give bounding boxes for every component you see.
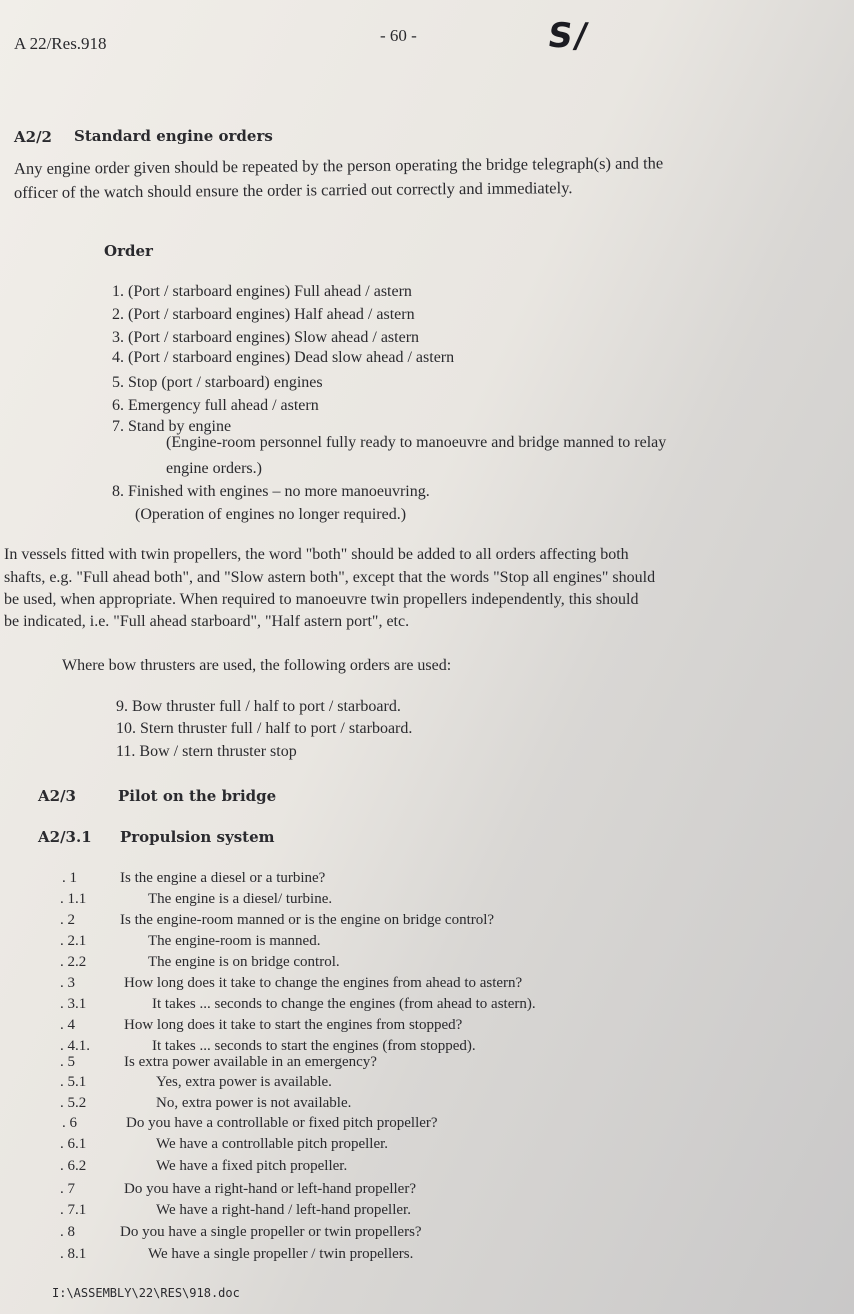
answer-text: We have a single propeller / twin propellers. bbox=[148, 1246, 414, 1262]
order-item: 8. Finished with engines – no more manoeuvring. bbox=[112, 483, 430, 500]
item-number: . 4.1. bbox=[60, 1038, 90, 1054]
order-item: 7. Stand by engine bbox=[112, 418, 232, 435]
order-7-note-line-2: engine orders.) bbox=[166, 460, 262, 477]
page-number: - 60 - bbox=[380, 26, 417, 45]
item-number: . 3 bbox=[60, 975, 75, 991]
item-number: . 6.2 bbox=[60, 1158, 87, 1174]
order-heading: Order bbox=[104, 242, 153, 260]
answer-text: Yes, extra power is available. bbox=[156, 1074, 332, 1090]
question-text: Is the engine a diesel or a turbine? bbox=[120, 870, 326, 886]
twin-paragraph-line: shafts, e.g. "Full ahead both", and "Slow astern both", except that the words "Stop all engines" should bbox=[4, 569, 656, 586]
answer-text: We have a fixed pitch propeller. bbox=[156, 1158, 348, 1174]
section-title-a2-2: Standard engine orders bbox=[74, 127, 273, 145]
answer-text: We have a right-hand / left-hand propeller. bbox=[156, 1202, 411, 1218]
item-number: . 1 bbox=[62, 870, 77, 886]
item-number: . 8.1 bbox=[60, 1246, 87, 1262]
twin-paragraph-line: In vessels fitted with twin propellers, the word "both" should be added to all orders affecting both bbox=[4, 546, 629, 563]
question-text: Is the engine-room manned or is the engine on bridge control? bbox=[120, 912, 495, 928]
item-number: . 6 bbox=[62, 1115, 77, 1131]
item-number: . 3.1 bbox=[60, 996, 87, 1012]
thruster-intro: Where bow thrusters are used, the following orders are used: bbox=[62, 657, 452, 674]
item-number: . 2.1 bbox=[60, 933, 87, 949]
question-text: How long does it take to start the engines from stopped? bbox=[124, 1017, 463, 1033]
answer-text: We have a controllable pitch propeller. bbox=[156, 1136, 389, 1152]
order-item: 5. Stop (port / starboard) engines bbox=[112, 374, 323, 391]
intro-line-2: officer of the watch should ensure the order is carried out correctly and immediately. bbox=[13, 178, 573, 202]
answer-text: It takes ... seconds to change the engines (from ahead to astern). bbox=[152, 996, 536, 1012]
answer-text: No, extra power is not available. bbox=[156, 1095, 352, 1111]
section-title-a2-3-1: Propulsion system bbox=[120, 828, 275, 846]
order-item: 4. (Port / starboard engines) Dead slow ahead / astern bbox=[112, 349, 455, 366]
item-number: . 2 bbox=[60, 912, 75, 928]
twin-paragraph-line: be used, when appropriate. When required to manoeuvre twin propellers independently, this should bbox=[4, 591, 639, 608]
item-number: . 7 bbox=[60, 1181, 75, 1197]
item-number: . 5 bbox=[60, 1054, 75, 1070]
order-item: 2. (Port / starboard engines) Half ahead / astern bbox=[112, 306, 415, 323]
question-text: Do you have a controllable or fixed pitch propeller? bbox=[126, 1115, 438, 1131]
thruster-order: 11. Bow / stern thruster stop bbox=[116, 743, 297, 760]
question-text: Is extra power available in an emergency? bbox=[124, 1054, 377, 1070]
order-item: 6. Emergency full ahead / astern bbox=[112, 397, 319, 414]
handwritten-mark: S/ bbox=[545, 16, 592, 56]
item-number: . 7.1 bbox=[60, 1202, 87, 1218]
thruster-order: 9. Bow thruster full / half to port / starboard. bbox=[116, 698, 401, 715]
item-number: . 1.1 bbox=[60, 891, 87, 907]
question-text: Do you have a single propeller or twin propellers? bbox=[120, 1224, 422, 1240]
question-text: Do you have a right-hand or left-hand propeller? bbox=[124, 1181, 416, 1197]
item-number: . 8 bbox=[60, 1224, 75, 1240]
answer-text: It takes ... seconds to start the engines (from stopped). bbox=[152, 1038, 476, 1054]
order-7-note-line-1: (Engine-room personnel fully ready to manoeuvre and bridge manned to relay bbox=[166, 434, 667, 451]
item-number: . 6.1 bbox=[60, 1136, 87, 1152]
intro-line-1: Any engine order given should be repeated by the person operating the bridge telegraph(s) and the bbox=[13, 153, 664, 178]
section-number-a2-2: A2/2 bbox=[14, 128, 52, 146]
answer-text: The engine is a diesel/ turbine. bbox=[148, 891, 333, 907]
answer-text: The engine is on bridge control. bbox=[148, 954, 340, 970]
document-reference: A 22/Res.918 bbox=[14, 34, 107, 53]
section-number-a2-3: A2/3 bbox=[38, 787, 76, 805]
order-item: 1. (Port / starboard engines) Full ahead / astern bbox=[112, 283, 412, 300]
section-title-a2-3: Pilot on the bridge bbox=[118, 787, 277, 805]
item-number: . 4 bbox=[60, 1017, 75, 1033]
thruster-order: 10. Stern thruster full / half to port / starboard. bbox=[116, 720, 413, 737]
item-number: . 5.1 bbox=[60, 1074, 87, 1090]
order-8-note: (Operation of engines no longer required.) bbox=[135, 506, 407, 523]
twin-paragraph-line: be indicated, i.e. "Full ahead starboard", "Half astern port", etc. bbox=[4, 613, 410, 630]
item-number: . 5.2 bbox=[60, 1095, 87, 1111]
question-text: How long does it take to change the engines from ahead to astern? bbox=[124, 975, 523, 991]
order-item: 3. (Port / starboard engines) Slow ahead / astern bbox=[112, 329, 420, 346]
footer-file-path: I:\ASSEMBLY\22\RES\918.doc bbox=[52, 1286, 240, 1300]
section-number-a2-3-1: A2/3.1 bbox=[38, 828, 92, 846]
item-number: . 2.2 bbox=[60, 954, 87, 970]
answer-text: The engine-room is manned. bbox=[148, 933, 321, 949]
